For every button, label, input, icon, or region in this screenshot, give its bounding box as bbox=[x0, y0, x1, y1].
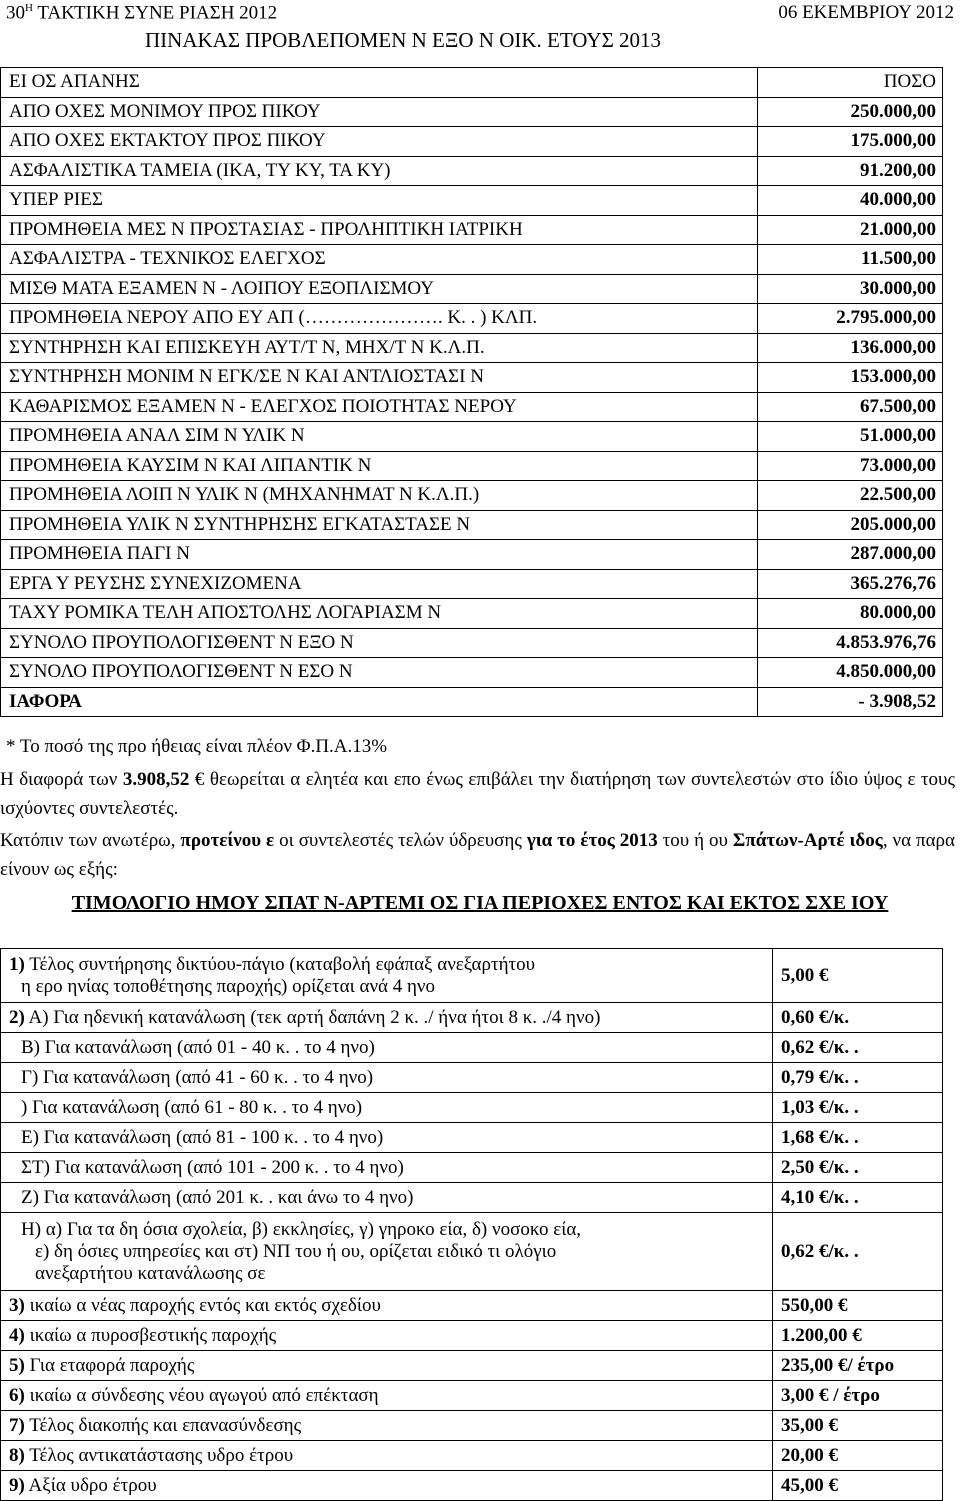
tariff-value: 20,00 € bbox=[773, 1441, 943, 1471]
tariff-value: 1,68 €/κ. . bbox=[773, 1123, 943, 1153]
tariff-row: Ζ) Για κατανάλωση (από 201 κ. . και άνω το 4 ηνο) 4,10 €/κ. . bbox=[1, 1183, 943, 1213]
tariff-row: Η) α) Για τα δη όσια σχολεία, β) εκκλησίες, γ) γηροκο εία, δ) νοσοκο εία, ε) δη όσιες υπηρεσίες και στ) ΝΠ του ή ου, ορίζεται ειδικό τι ολόγιο ανεξαρτήτου κατανάλωσης σε 0,62 €/κ. . bbox=[1, 1213, 943, 1291]
budget-row-amount: 4.850.000,00 bbox=[758, 658, 943, 688]
budget-row-desc: ΣΥΝΤΗΡΗΣΗ ΚΑΙ ΕΠΙΣΚΕΥΗ ΑΥΤ/Τ Ν, ΜΗΧ/Τ Ν Κ.Λ.Π. bbox=[1, 333, 758, 363]
budget-row bbox=[1, 422, 943, 452]
tariff-value: 45,00 € bbox=[773, 1471, 943, 1501]
budget-row-desc: ΣΥΝΤΗΡΗΣΗ ΜΟΝΙΜ Ν ΕΓΚ/ΣΕ Ν ΚΑΙ ΑΝΤΛΙΟΣΤΑΣΙ Ν bbox=[1, 363, 758, 393]
budget-row-amount: 73.000,00 bbox=[758, 451, 943, 481]
col-header-amount: ΠΟΣΟ bbox=[758, 68, 943, 98]
page-title: ΠΙΝΑΚΑΣ ΠΡΟΒΛΕΠΟΜΕΝ Ν ΕΞΟ Ν ΟΙΚ. ΕΤΟΥΣ 2013 bbox=[145, 28, 662, 52]
tariff-value: 35,00 € bbox=[773, 1411, 943, 1441]
tariff-value: 1.200,00 € bbox=[773, 1321, 943, 1351]
budget-row bbox=[1, 156, 943, 186]
budget-row-amount: 365.276,76 bbox=[758, 569, 943, 599]
tariff-value: 235,00 €/ έτρο bbox=[773, 1351, 943, 1381]
tariff-heading: ΤΙΜΟΛΟΓΙΟ ΗΜΟΥ ΣΠΑΤ Ν-ΑΡΤΕΜΙ ΟΣ ΓΙΑ ΠΕΡΙΟΧΕΣ ΕΝΤΟΣ ΚΑΙ ΕΚΤΟΣ ΣΧΕ ΙΟΥ bbox=[71, 892, 889, 914]
budget-row bbox=[1, 274, 943, 304]
proposal-paragraph: Κατόπιν των ανωτέρω, προτείνου ε οι συντελεστές τελών ύδρευσης για το έτος 2013 του ή ου Σπάτων-Αρτέ ιδος, να παρα είνουν ως εξής: bbox=[0, 830, 955, 880]
budget-row bbox=[1, 628, 943, 658]
budget-row bbox=[1, 510, 943, 540]
budget-row-desc: ΕΡΓΑ Υ ΡΕΥΣΗΣ ΣΥΝΕΧΙΖΟΜΕΝΑ bbox=[1, 569, 758, 599]
budget-row-amount: 51.000,00 bbox=[758, 422, 943, 452]
tariff-value: 5,00 € bbox=[773, 949, 943, 1003]
budget-row-amount: 153.000,00 bbox=[758, 363, 943, 393]
budget-row-amount: 2.795.000,00 bbox=[758, 304, 943, 334]
budget-row-desc: ΤΑΧΥ ΡΟΜΙΚΑ ΤΕΛΗ ΑΠΟΣΤΟΛΗΣ ΛΟΓΑΡΙΑΣΜ Ν bbox=[1, 599, 758, 629]
tariff-value: 4,10 €/κ. . bbox=[773, 1183, 943, 1213]
tariff-value: 0,62 €/κ. . bbox=[773, 1213, 943, 1291]
tariff-value: 3,00 € / έτρο bbox=[773, 1381, 943, 1411]
budget-table bbox=[0, 67, 943, 717]
budget-row bbox=[1, 658, 943, 688]
session-label: $30^H$ ΤΑΚΤΙΚΗ ΣΥΝΕ ΡΙΑΣΗ 2012 bbox=[6, 2, 278, 24]
budget-row bbox=[1, 687, 943, 717]
budget-row bbox=[1, 569, 943, 599]
tariff-value: 1,03 €/κ. . bbox=[773, 1093, 943, 1123]
tariff-row: 2) Α) Για ηδενική κατανάλωση (τεκ αρτή δαπάνη 2 κ. ./ ήνα ήτοι 8 κ. ./4 ηνο) 0,60 €/κ. bbox=[1, 1003, 943, 1033]
budget-row bbox=[1, 451, 943, 481]
tariff-row: Ε) Για κατανάλωση (από 81 - 100 κ. . το 4 ηνο) 1,68 €/κ. . bbox=[1, 1123, 943, 1153]
budget-row-desc: ΠΡΟΜΗΘΕΙΑ ΜΕΣ Ν ΠΡΟΣΤΑΣΙΑΣ - ΠΡΟΛΗΠΤΙΚΗ ΙΑΤΡΙΚΗ bbox=[1, 215, 758, 245]
tariff-row: 7) Τέλος διακοπής και επανασύνδεσης 35,00 € bbox=[1, 1411, 943, 1441]
session-date: 06 ΕΚΕΜΒΡΙΟΥ 2012 bbox=[778, 2, 954, 23]
budget-row-amount: 4.853.976,76 bbox=[758, 628, 943, 658]
budget-row bbox=[1, 599, 943, 629]
budget-row-amount: 205.000,00 bbox=[758, 510, 943, 540]
budget-row-desc: ΙΑΦΟΡΑ bbox=[1, 687, 758, 717]
budget-row-amount: 11.500,00 bbox=[758, 245, 943, 275]
tariff-row: ΣΤ) Για κατανάλωση (από 101 - 200 κ. . το 4 ηνο) 2,50 €/κ. . bbox=[1, 1153, 943, 1183]
budget-row-desc: ΜΙΣΘ ΜΑΤΑ ΕΞΑΜΕΝ Ν - ΛΟΙΠΟΥ ΕΞΟΠΛΙΣΜΟΥ bbox=[1, 274, 758, 304]
budget-row-amount: 30.000,00 bbox=[758, 274, 943, 304]
budget-row-desc: ΣΥΝΟΛΟ ΠΡΟΥΠΟΛΟΓΙΣΘΕΝΤ Ν ΕΣΟ Ν bbox=[1, 658, 758, 688]
tariff-row: Β) Για κατανάλωση (από 01 - 40 κ. . το 4 ηνο) 0,62 €/κ. . bbox=[1, 1033, 943, 1063]
budget-row-amount: 91.200,00 bbox=[758, 156, 943, 186]
budget-row-desc: ΠΡΟΜΗΘΕΙΑ ΛΟΙΠ Ν ΥΛΙΚ Ν (ΜΗΧΑΝΗΜΑΤ Ν Κ.Λ.Π.) bbox=[1, 481, 758, 511]
tariff-value: 0,62 €/κ. . bbox=[773, 1033, 943, 1063]
budget-row bbox=[1, 481, 943, 511]
budget-row-desc: ΠΡΟΜΗΘΕΙΑ ΑΝΑΛ ΣΙΜ Ν ΥΛΙΚ Ν bbox=[1, 422, 758, 452]
page-header bbox=[0, 0, 960, 30]
session-superscript: Η bbox=[25, 2, 33, 14]
budget-row-amount: 80.000,00 bbox=[758, 599, 943, 629]
budget-row-amount: 22.500,00 bbox=[758, 481, 943, 511]
budget-row bbox=[1, 97, 943, 127]
budget-row-desc: ΥΠΕΡ ΡΙΕΣ bbox=[1, 186, 758, 216]
budget-row bbox=[1, 304, 943, 334]
budget-row bbox=[1, 186, 943, 216]
budget-row-desc: ΠΡΟΜΗΘΕΙΑ ΚΑΥΣΙΜ Ν ΚΑΙ ΛΙΠΑΝΤΙΚ Ν bbox=[1, 451, 758, 481]
budget-row bbox=[1, 333, 943, 363]
tariff-row: 8) Τέλος αντικατάστασης υδρο έτρου 20,00 € bbox=[1, 1441, 943, 1471]
budget-row-amount: 250.000,00 bbox=[758, 97, 943, 127]
tariff-value: 0,79 €/κ. . bbox=[773, 1063, 943, 1093]
budget-row-desc: ΚΑΘΑΡΙΣΜΟΣ ΕΞΑΜΕΝ Ν - ΕΛΕΓΧΟΣ ΠΟΙΟΤΗΤΑΣ ΝΕΡΟΥ bbox=[1, 392, 758, 422]
difference-amount: 3.908,52 bbox=[122, 769, 190, 790]
budget-row-amount: 136.000,00 bbox=[758, 333, 943, 363]
tariff-row: 5) Για εταφορά παροχής 235,00 €/ έτρο bbox=[1, 1351, 943, 1381]
budget-row-amount: 287.000,00 bbox=[758, 540, 943, 570]
difference-paragraph: Η διαφορά των 3.908,52 € θεωρείται α ελητέα και επο ένως επιβάλει την διατήρηση των συντελεστών στο ίδιο ύψος ε τους ισχύοντες συντελεστές. bbox=[0, 769, 955, 819]
budget-row bbox=[1, 127, 943, 157]
tariff-row: 4) ικαίω α πυροσβεστικής παροχής 1.200,00 € bbox=[1, 1321, 943, 1351]
tariff-value: 550,00 € bbox=[773, 1291, 943, 1321]
tariff-row: Γ) Για κατανάλωση (από 41 - 60 κ. . το 4 ηνο) 0,79 €/κ. . bbox=[1, 1063, 943, 1093]
tariff-row: 9) Αξία υδρο έτρου 45,00 € bbox=[1, 1471, 943, 1501]
budget-row-amount: 21.000,00 bbox=[758, 215, 943, 245]
budget-row-desc: ΠΡΟΜΗΘΕΙΑ ΥΛΙΚ Ν ΣΥΝΤΗΡΗΣΗΣ ΕΓΚΑΤΑΣΤΑΣΕ Ν bbox=[1, 510, 758, 540]
budget-row-amount: 175.000,00 bbox=[758, 127, 943, 157]
budget-row-amount: - 3.908,52 bbox=[758, 687, 943, 717]
tariff-table bbox=[0, 948, 943, 1501]
tariff-value: 0,60 €/κ. bbox=[773, 1003, 943, 1033]
budget-row bbox=[1, 392, 943, 422]
budget-row bbox=[1, 540, 943, 570]
budget-header-row bbox=[1, 68, 943, 98]
budget-row bbox=[1, 215, 943, 245]
col-header-desc: ΕΙ ΟΣ ΑΠΑΝΗΣ bbox=[1, 68, 758, 98]
budget-row-desc: ΣΥΝΟΛΟ ΠΡΟΥΠΟΛΟΓΙΣΘΕΝΤ Ν ΕΞΟ Ν bbox=[1, 628, 758, 658]
tariff-value: 2,50 €/κ. . bbox=[773, 1153, 943, 1183]
budget-row bbox=[1, 363, 943, 393]
vat-note: * Το ποσό της προ ήθειας είναι πλέον Φ.Π.Α.13% bbox=[6, 736, 388, 757]
tariff-row: 6) ικαίω α σύνδεσης νέου αγωγού από επέκταση 3,00 € / έτρο bbox=[1, 1381, 943, 1411]
budget-row bbox=[1, 245, 943, 275]
budget-row-amount: 40.000,00 bbox=[758, 186, 943, 216]
tariff-row: 1) Τέλος συντήρησης δικτύου-πάγιο (καταβολή εφάπαξ ανεξαρτήτου η ερο ηνίας τοποθέτησης παροχής) ορίζεται ανά 4 ηνο 5,00 € bbox=[1, 949, 943, 1003]
tariff-row: 3) ικαίω α νέας παροχής εντός και εκτός σχεδίου 550,00 € bbox=[1, 1291, 943, 1321]
budget-row-desc: ΠΡΟΜΗΘΕΙΑ ΝΕΡΟΥ ΑΠΟ ΕΥ ΑΠ (…………………. Κ. . ) ΚΛΠ. bbox=[1, 304, 758, 334]
budget-row-desc: ΑΠΟ ΟΧΕΣ ΜΟΝΙΜΟΥ ΠΡΟΣ ΠΙΚΟΥ bbox=[1, 97, 758, 127]
budget-row-amount: 67.500,00 bbox=[758, 392, 943, 422]
budget-row-desc: ΑΣΦΑΛΙΣΤΡΑ - ΤΕΧΝΙΚΟΣ ΕΛΕΓΧΟΣ bbox=[1, 245, 758, 275]
budget-row-desc: ΑΠΟ ΟΧΕΣ ΕΚΤΑΚΤΟΥ ΠΡΟΣ ΠΙΚΟΥ bbox=[1, 127, 758, 157]
tariff-row: ) Για κατανάλωση (από 61 - 80 κ. . το 4 ηνο) 1,03 €/κ. . bbox=[1, 1093, 943, 1123]
budget-row-desc: ΠΡΟΜΗΘΕΙΑ ΠΑΓΙ Ν bbox=[1, 540, 758, 570]
budget-row-desc: ΑΣΦΑΛΙΣΤΙΚΑ ΤΑΜΕΙΑ (ΙΚΑ, ΤΥ ΚΥ, ΤΑ ΚΥ) bbox=[1, 156, 758, 186]
